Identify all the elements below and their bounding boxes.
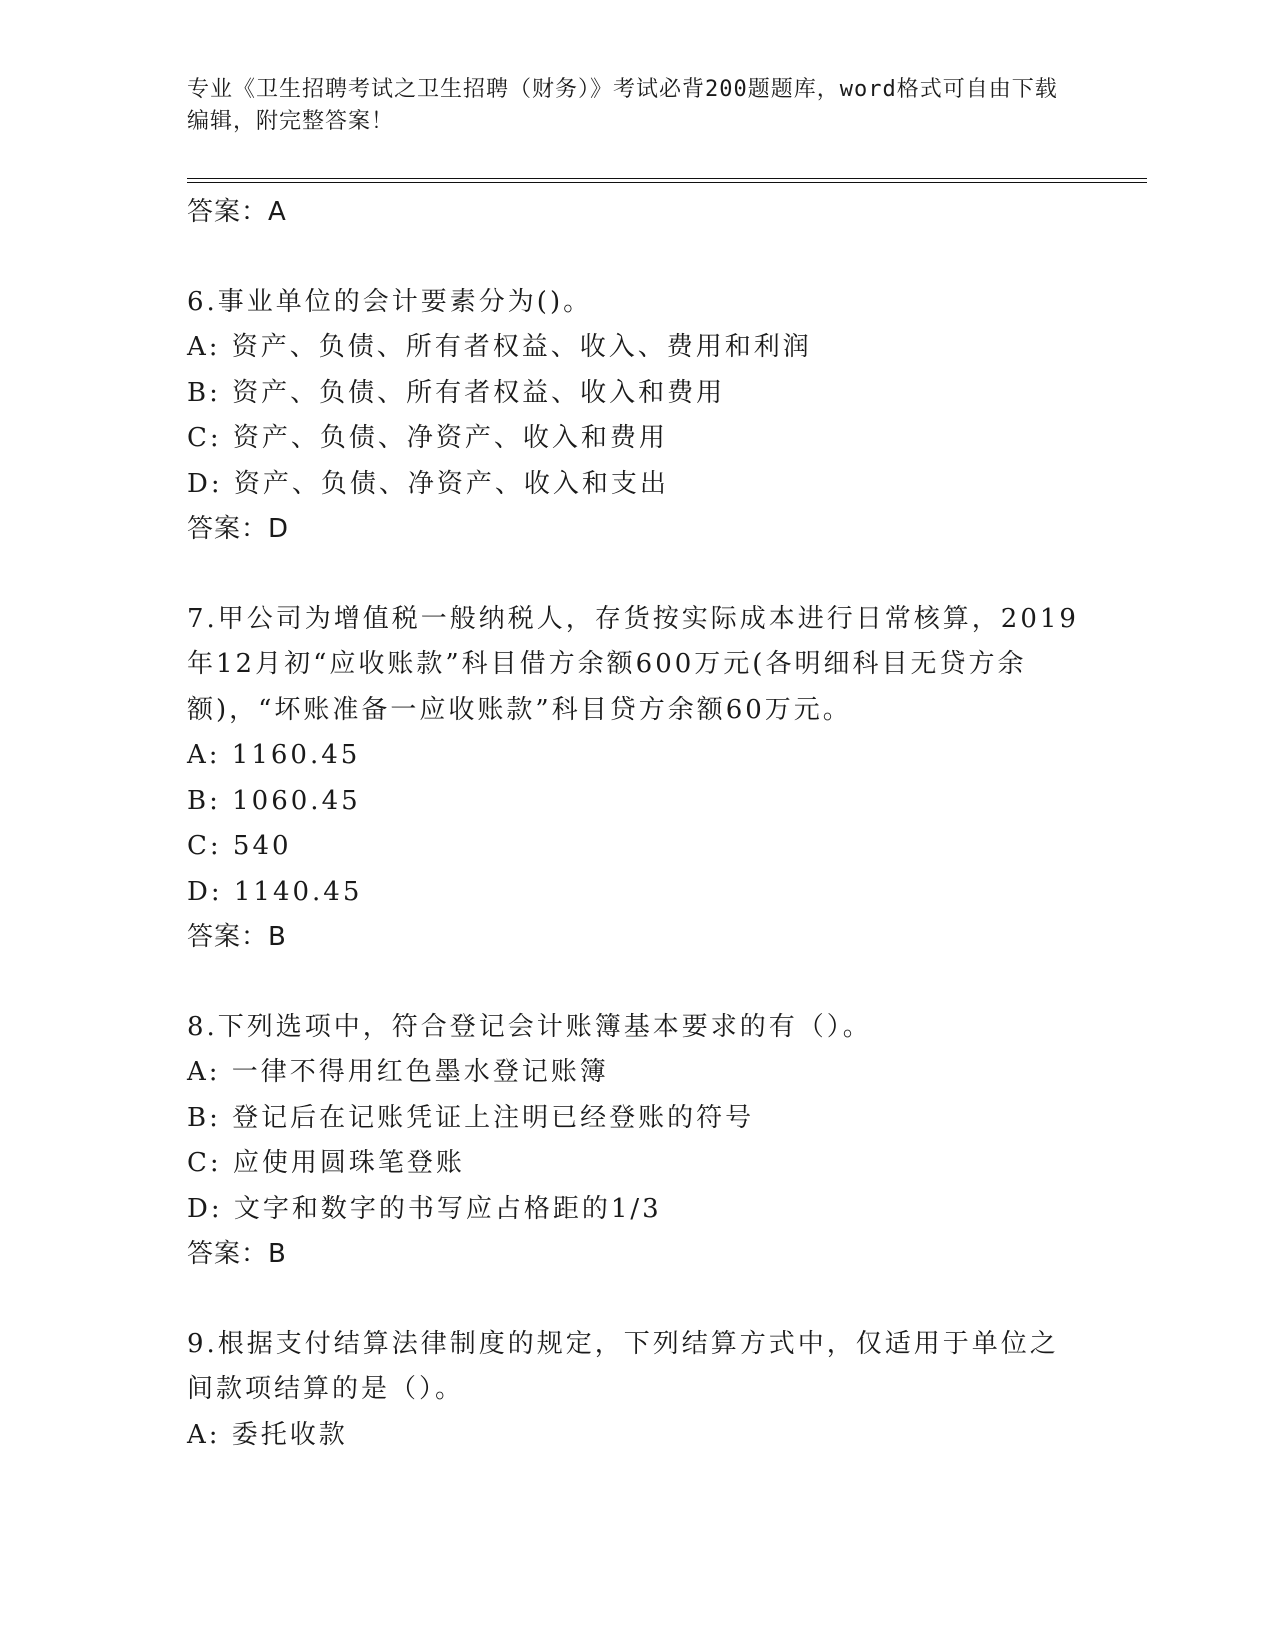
header-title: 专业《卫生招聘考试之卫生招聘（财务）》考试必背200题题库，word格式可自由下载编辑，附完整答案！ [187,77,1058,134]
spacer [187,553,1147,597]
option-c: C: 540 [187,831,292,861]
spacer [187,236,1147,280]
spacer [187,1278,1147,1322]
option-b: B: 登记后在记账凭证上注明已经登账的符号 [187,1102,755,1133]
header-divider-bottom [187,182,1147,183]
question-stem: 7.甲公司为增值税一般纳税人，存货按实际成本进行日常核算，2019 [187,603,1079,634]
question-item [187,597,1147,961]
option-d: D: 资产、负债、净资产、收入和支出 [187,468,669,499]
question-stem: 8.下列选项中，符合登记会计账簿基本要求的有（）。 [187,1011,872,1042]
option-b: B: 资产、负债、所有者权益、收入和费用 [187,377,726,408]
answer-line: 答案：B [187,1239,287,1269]
spacer [187,961,1147,1005]
answer-line: 答案：A [187,197,287,227]
question-stem: 6.事业单位的会计要素分为()。 [187,286,593,317]
question-stem: 额)，“坏账准备一应收账款”科目贷方余额60万元。 [187,694,852,725]
option-b: B: 1060.45 [187,785,361,816]
option-d: D: 1140.45 [187,876,363,907]
question-item [187,1322,1147,1459]
document-header [187,74,1067,138]
question-item [187,1005,1147,1278]
header-divider-top [187,178,1147,179]
option-d: D: 文字和数字的书写应占格距的1/3 [187,1193,662,1224]
option-c: C: 应使用圆珠笔登账 [187,1148,465,1178]
option-c: C: 资产、负债、净资产、收入和费用 [187,423,668,453]
answer-line: 答案：B [187,922,287,952]
option-a: A: 1160.45 [187,740,361,770]
question-item [187,280,1147,553]
question-stem: 间款项结算的是（）。 [187,1374,465,1404]
question-stem: 9.根据支付结算法律制度的规定，下列结算方式中，仅适用于单位之 [187,1328,1059,1359]
option-a: A: 委托收款 [187,1419,348,1450]
question-stem: 年12月初“应收账款”科目借方余额600万元(各明细科目无贷方余 [187,649,1027,679]
option-a: A: 一律不得用红色墨水登记账簿 [187,1057,609,1087]
option-a: A: 资产、负债、所有者权益、收入、费用和利润 [187,332,812,362]
question-list [187,190,1147,1458]
answer-line: 答案：D [187,514,290,544]
